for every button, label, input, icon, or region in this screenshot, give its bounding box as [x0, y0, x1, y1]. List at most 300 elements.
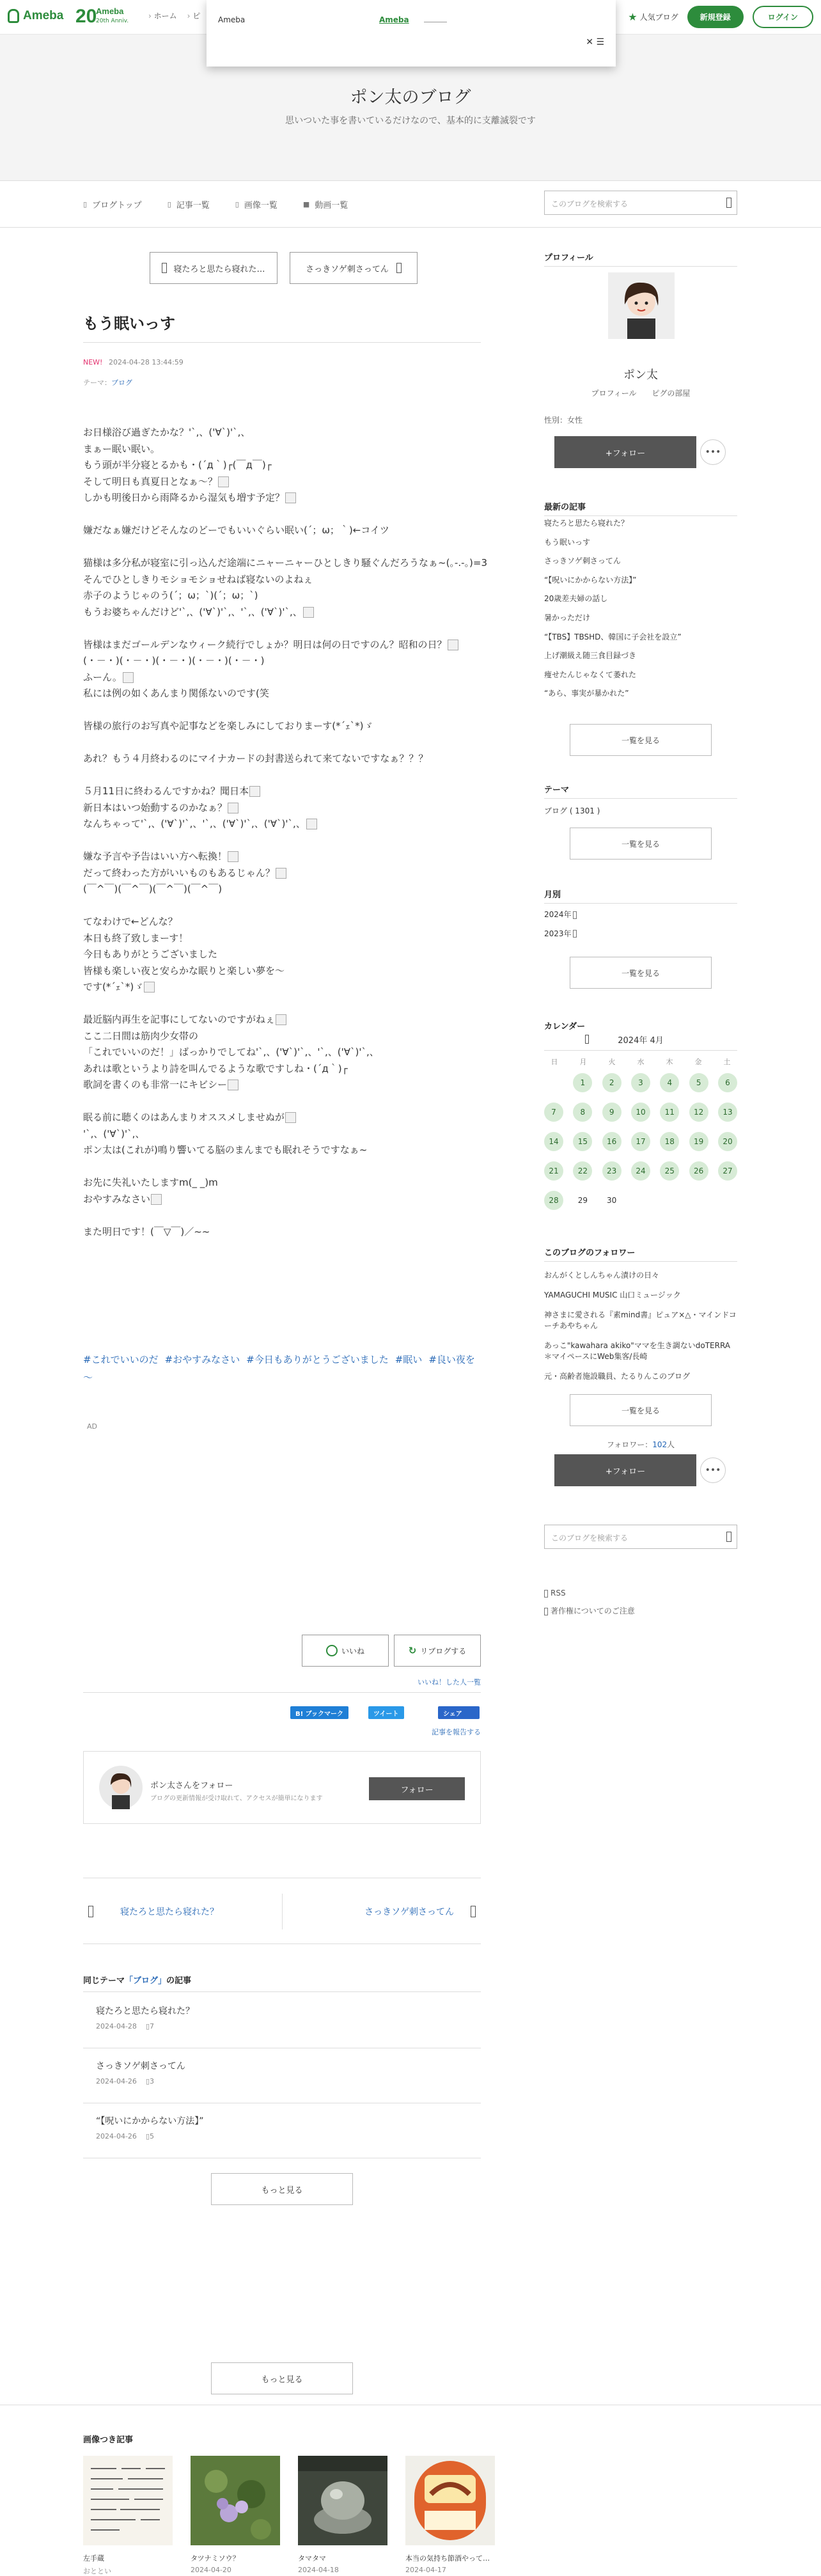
same-theme-prefix: 同じテーマ	[83, 1976, 125, 1986]
like-list-link[interactable]: いいね！した人一覧	[418, 1678, 481, 1686]
entry-line: そして明日も真夏日となぁ～？	[83, 474, 481, 491]
recent-entries	[544, 514, 737, 703]
like-button[interactable]	[302, 1635, 389, 1667]
star-icon: ★	[628, 11, 637, 23]
month-item[interactable]	[544, 906, 737, 925]
weekday-label: 金	[694, 1058, 702, 1066]
calendar-day-posted[interactable]: 24	[631, 1161, 650, 1181]
search-icon[interactable]	[726, 1532, 731, 1542]
entry-paragraph	[83, 751, 481, 767]
sidebar-search-input[interactable]	[544, 1525, 737, 1549]
related-date: 2024-04-28	[96, 2022, 137, 2030]
calendar-day-posted[interactable]: 2	[602, 1073, 622, 1092]
entry-line: ここ二日間は筋肉少女帯の	[83, 1030, 199, 1042]
follower-count-label: フォロワー：	[606, 1440, 653, 1449]
profile-link[interactable]: プロフィール	[591, 389, 637, 398]
profile-name[interactable]: ポン太	[623, 368, 658, 382]
entry-line: 皆様も楽しい夜と安らかな眠りと楽しい夢を～	[83, 964, 285, 977]
nav-blog-top[interactable]	[83, 198, 142, 210]
pager-prev[interactable]	[88, 1905, 219, 1918]
emoji-image	[285, 492, 296, 503]
avatar	[99, 1766, 143, 1809]
popular-blog-link[interactable]	[628, 11, 678, 23]
divider	[544, 798, 737, 799]
calendar-day-posted[interactable]: 1	[573, 1073, 592, 1092]
profile-heading: プロフィール	[544, 253, 593, 263]
entry-line: 歌詞を書くのも非常一にキビシー	[83, 1077, 481, 1094]
image-article-card[interactable]	[298, 2456, 387, 2576]
nav-label: 記事一覧	[176, 201, 210, 210]
entry-line: もう頭が半分寝とるかも・(´д｀)┌(￣д￣)┌	[83, 459, 272, 471]
comment-count-value: 5	[150, 2132, 154, 2140]
weekday-label: 水	[637, 1058, 645, 1066]
emoji-image	[285, 1112, 296, 1123]
comment-count: ▯3	[145, 2077, 154, 2085]
blog-description: 思いついた事を書いているだけなので、基本的に支離滅裂です	[285, 116, 536, 126]
ameba-logo[interactable]	[8, 9, 63, 23]
more-button[interactable]: もっと見る	[211, 2362, 353, 2394]
chevron-left-icon	[162, 263, 167, 273]
video-camera-icon: ■	[302, 200, 310, 208]
anniversary-title: Ameba	[96, 6, 124, 16]
month-heading: 月別	[544, 890, 561, 900]
calendar-title	[544, 1033, 737, 1046]
related-title[interactable]: 寝たろと思たら寝れた？	[96, 2006, 194, 2016]
month-list-more[interactable]: 一覧を見る	[570, 957, 712, 989]
entry-paragraph	[83, 914, 481, 996]
recent-entry-link[interactable]: さっきソゲ刺さってん	[544, 556, 621, 566]
entry-line: 猫様は多分私が寝室に引っ込んだ途端にニャーニャーひとしきり騒ぐんだろうなぁ~(｡-.-｡)=3	[83, 557, 487, 569]
article-thumbnail[interactable]	[83, 2456, 173, 2545]
list-item[interactable]	[96, 2004, 480, 2030]
calendar-day-posted[interactable]: 10	[631, 1103, 650, 1122]
entry-line: ふーん。	[83, 670, 481, 686]
entry-paragraph	[83, 555, 487, 620]
divider	[83, 1991, 481, 1992]
image-article-caption: タツナミソウ？	[191, 2554, 240, 2563]
emoji-image	[123, 672, 134, 683]
related-date: 2024-04-26	[96, 2077, 137, 2085]
entry-line: しかも明後日から雨降るから湿気も増す予定？	[83, 490, 481, 507]
ad-label: AD	[87, 1422, 97, 1431]
divider	[83, 1692, 481, 1693]
follower-link[interactable]: 元・高齢者施設職員、たるりんこのブログ	[544, 1372, 691, 1381]
image-article-card[interactable]	[83, 2456, 173, 2576]
bracket-icon: ▯	[235, 200, 239, 208]
emoji-image	[151, 1194, 162, 1205]
anniversary-logo[interactable]	[75, 5, 133, 29]
entry-paragraph	[83, 1012, 481, 1094]
image-article-caption: 本当の気持ち節酒やって…	[405, 2554, 490, 2563]
calendar-empty	[718, 1191, 737, 1210]
calendar-day-posted[interactable]: 26	[689, 1161, 708, 1181]
emoji-image	[306, 819, 317, 829]
weekday-label: 土	[723, 1058, 731, 1066]
divider	[282, 1894, 283, 1929]
calendar-week	[544, 1161, 737, 1181]
image-article-date: 2024-04-20	[191, 2566, 231, 2574]
calendar-day-posted[interactable]: 11	[660, 1103, 679, 1122]
entry-date	[83, 358, 184, 366]
pager-prev-label: 寝たろと思たら寝れた？	[120, 1907, 219, 1917]
nav-label: 動画一覧	[315, 201, 348, 210]
entry-line: 今日もありがとうございました	[83, 948, 218, 960]
hatena-bookmark-button[interactable]: B! ブックマーク	[290, 1706, 348, 1719]
calendar-day-posted[interactable]: 28	[544, 1191, 563, 1210]
divider	[544, 903, 737, 904]
list-item[interactable]	[96, 2114, 480, 2140]
entry-paragraph	[83, 1224, 481, 1241]
entry-title[interactable]: もう眠いっす	[83, 315, 175, 333]
calendar-day-posted[interactable]: 8	[573, 1103, 592, 1122]
hashtag-link[interactable]: #眠い	[395, 1354, 423, 1365]
calendar-day-posted[interactable]: 12	[689, 1103, 708, 1122]
calendar-day-posted[interactable]: 22	[573, 1161, 592, 1181]
entry-line: です(*´ｪ`*)ゞ	[83, 979, 481, 996]
calendar-grid	[544, 1073, 737, 1220]
entry-line: また明日です！(￣▽￣)／~~	[83, 1225, 210, 1237]
rss-label: RSS	[551, 1589, 566, 1598]
entry-line: だって終わった方がいいものもあるじゃん？	[83, 865, 481, 882]
calendar-heading: カレンダー	[544, 1022, 586, 1032]
reblog-label: リブログする	[420, 1646, 467, 1656]
comment-count-value: 3	[150, 2077, 154, 2085]
calendar-day-posted[interactable]: 5	[689, 1073, 708, 1092]
entry-line: お先に失礼いたしますm(_ _)m	[83, 1177, 218, 1188]
same-theme-link[interactable]: 「ブログ」	[125, 1976, 167, 1986]
prev-entry-button[interactable]	[150, 252, 278, 284]
emoji-image	[448, 640, 458, 650]
profile-sex: 性別：女性	[544, 416, 583, 425]
calendar-empty	[544, 1073, 563, 1092]
entry-paragraph	[83, 1175, 481, 1207]
recent-entry-link[interactable]: もう眠いっす	[544, 537, 591, 547]
copyright-link[interactable]	[544, 1605, 635, 1616]
rss-icon	[544, 1590, 548, 1598]
follower-link[interactable]: おんがくとしんちゃん漬けの日々	[544, 1271, 660, 1280]
calendar-weekdays	[544, 1056, 737, 1067]
hashtag-link[interactable]: #おやすみなさい	[164, 1354, 240, 1365]
month-list	[544, 906, 737, 943]
theme-list-more[interactable]: 一覧を見る	[570, 828, 712, 860]
hashtag-link[interactable]: #良い夜を～	[83, 1354, 475, 1383]
follower-link[interactable]: YAMAGUCHI MUSIC 山口ミュージック	[544, 1291, 681, 1300]
recent-entry-link[interactable]: “あら、事実が暴かれた”	[544, 689, 629, 698]
hashtag-link[interactable]: #今日もありがとうございました	[246, 1354, 389, 1365]
document-icon	[544, 1608, 548, 1615]
expand-icon	[573, 911, 577, 919]
image-article-caption: タマタマ	[298, 2554, 326, 2563]
like-label: いいね	[341, 1646, 364, 1656]
anniversary-number: 20	[75, 6, 97, 27]
more-options-icon[interactable]: •••	[700, 439, 726, 465]
entry-body	[83, 425, 487, 1257]
article-thumbnail[interactable]	[298, 2456, 387, 2545]
month-label: 2024年	[544, 910, 572, 919]
recent-entry-link[interactable]: 痩せたんじゃなくて萎れた	[544, 670, 637, 679]
calendar-empty	[660, 1191, 679, 1210]
weekday-label: 火	[608, 1058, 616, 1066]
tweet-button[interactable]: ツイート	[368, 1706, 404, 1719]
search-icon[interactable]	[726, 198, 731, 208]
calendar-day-posted[interactable]: 13	[718, 1103, 737, 1122]
month-item[interactable]	[544, 925, 737, 944]
bracket-icon: ▯	[83, 200, 88, 208]
pager-next-label: さっきソゲ刺さってん	[364, 1907, 454, 1917]
breadcrumb-home[interactable]: › ホーム	[148, 10, 177, 21]
related-date: 2024-04-26	[96, 2132, 137, 2140]
nav-label: 画像一覧	[244, 201, 278, 210]
weekday-label: 日	[551, 1058, 558, 1066]
prev-entry-label: 寝たろと思たら寝れた…	[173, 264, 265, 274]
calendar-week	[544, 1132, 737, 1151]
entry-line: てなわけで←どんな？	[83, 916, 178, 927]
emoji-image	[228, 803, 238, 813]
theme-link[interactable]: ブログ	[111, 379, 132, 387]
recent-entry-link[interactable]: 寝たろと思たら寝れた？	[544, 519, 629, 528]
recent-entry-link[interactable]: “【呪いにかからない方法】”	[544, 575, 637, 585]
related-title[interactable]: さっきソゲ刺さってん	[96, 2061, 185, 2071]
chevron-right-icon	[471, 1906, 476, 1917]
follower-list	[544, 1261, 737, 1382]
signup-button[interactable]: 新規登録	[687, 6, 744, 28]
emoji-image	[228, 851, 238, 862]
sidebar-follow-button[interactable]: +フォロー	[554, 436, 696, 468]
recent-entry-link[interactable]: 20歳差夫婦の話し	[544, 594, 608, 604]
calendar-day-posted[interactable]: 15	[573, 1132, 592, 1151]
image-articles-heading: 画像つき記事	[83, 2435, 134, 2445]
entry-theme	[83, 377, 132, 388]
calendar-day-posted[interactable]: 20	[718, 1132, 737, 1151]
pigg-room-link[interactable]: ピグの部屋	[652, 389, 691, 398]
chevron-left-icon	[88, 1906, 93, 1917]
calendar-week	[544, 1073, 737, 1092]
popup-link[interactable]: Ameba	[379, 15, 409, 24]
entry-line: まぁー眠い眠い。	[83, 443, 160, 455]
facebook-share-button[interactable]: シェア	[438, 1706, 480, 1719]
emoji-image	[276, 868, 286, 879]
calendar-empty	[689, 1191, 708, 1210]
popup-close-button[interactable]: ✕ ☰	[586, 37, 604, 47]
entry-paragraph	[83, 425, 481, 507]
breadcrumb	[148, 10, 200, 21]
follower-count-value[interactable]: 102	[652, 1440, 668, 1449]
search-placeholder: このブログを検索する	[551, 1534, 629, 1543]
calendar-day-posted[interactable]: 17	[631, 1132, 650, 1151]
login-button[interactable]: ログイン	[753, 6, 813, 28]
entry-line: あれは歌というより詩を叫んでるような歌ですしね・(´д｀)┌	[83, 1062, 348, 1074]
calendar-day-posted[interactable]: 21	[544, 1161, 563, 1181]
entry-pager	[83, 1878, 481, 1944]
theme-heading: テーマ	[544, 785, 570, 795]
follow-button[interactable]: フォロー	[369, 1777, 465, 1800]
entry-line: ５月11日に終わるんですかね？聞日本	[83, 783, 481, 800]
entry-line: 嫌だなぁ嫌だけどそんなのどーでもいいぐらい眠い(´；ω；｀)←コイツ	[83, 524, 389, 536]
entry-line: なんちゃって'`,、('∀`)'`,、'`,、('∀`)'`,、('∀`)'`,、	[83, 816, 481, 833]
entry-line: 皆様の旅行のお写真や記事などを楽しみにしておりまーす(*´ｪ`*)ゞ	[83, 720, 373, 732]
calendar-day-posted[interactable]: 23	[602, 1161, 622, 1181]
nav-image-list[interactable]	[235, 198, 278, 210]
recent-heading: 最新の記事	[544, 503, 586, 512]
copyright-label: 著作権についてのご注意	[551, 1606, 635, 1615]
entry-line: 「これでいいのだ！」ばっかりでしてね'`,、('∀`)'`,、'`,、('∀`)'`,、	[83, 1046, 379, 1058]
article-thumbnail[interactable]	[405, 2456, 495, 2545]
ameba-logo-text: Ameba	[23, 9, 64, 22]
follower-link[interactable]: 神さまに愛される『素mind書』ピュア×△・マインドコーチあやちゃん	[544, 1310, 737, 1330]
image-article-date: 2024-04-18	[298, 2566, 339, 2574]
reblog-button[interactable]	[394, 1635, 481, 1667]
emoji-image	[249, 786, 260, 797]
comment-count: ▯5	[145, 2132, 154, 2140]
recent-entry-link[interactable]: 暑かっただけ	[544, 613, 591, 622]
related-title[interactable]: “【呪いにかからない方法】”	[96, 2116, 204, 2126]
entry-datetime: 2024-04-28 13:44:59	[108, 358, 184, 366]
followers-heading: このブログのフォロワー	[544, 1248, 636, 1258]
follow-box-title: ポン太さんをフォロー	[150, 1781, 233, 1791]
search-placeholder: このブログを検索する	[551, 200, 629, 208]
chevron-right-icon	[396, 263, 402, 273]
entry-line: 眠る前に聴くのはあんまりオススメしませぬが	[83, 1110, 481, 1126]
entry-paragraph	[83, 637, 481, 702]
rss-link[interactable]	[544, 1589, 566, 1598]
month-label: 2023年	[544, 929, 572, 938]
popup-label: Ameba	[218, 15, 246, 24]
image-article-card[interactable]	[191, 2456, 280, 2576]
sidebar-follow-button-2[interactable]: +フォロー	[554, 1454, 696, 1486]
calendar-week	[544, 1191, 737, 1210]
article-thumbnail[interactable]	[191, 2456, 280, 2545]
hashtag-list	[83, 1351, 481, 1386]
entry-line: お日様浴び過ぎたかな？'`,、('∀`)'`,、	[83, 427, 251, 438]
next-entry-button[interactable]	[290, 252, 418, 284]
follow-box-subtitle: ブログの更新情報が受け取れて、アクセスが簡単になります	[150, 1795, 323, 1802]
entry-line: (・－・)(・－・)(・－・)(・－・)(・－・)	[83, 655, 265, 666]
follower-count-unit: 人	[667, 1440, 675, 1449]
entry-line: 最近脳内再生を記事にしてないのですがねぇ	[83, 1012, 481, 1028]
profile-links	[544, 388, 737, 398]
popup-banner	[207, 0, 616, 67]
entry-line: (￣^￣)(￣^￣)(￣^￣)(￣^￣)	[83, 883, 223, 895]
entry-line: おやすみなさい	[83, 1191, 481, 1208]
nav-video-list[interactable]	[303, 198, 348, 210]
expand-icon	[573, 930, 577, 938]
bracket-icon: ▯	[167, 200, 171, 208]
emoji-image	[144, 982, 155, 993]
entry-line: 新日本はいつ始動するのかなぁ？	[83, 800, 481, 817]
calendar-day: 30	[607, 1196, 617, 1205]
blog-title[interactable]: ポン太のブログ	[350, 88, 471, 107]
smile-icon	[326, 1645, 338, 1656]
calendar-day-posted[interactable]: 16	[602, 1132, 622, 1151]
ameba-logo-icon	[8, 9, 19, 23]
calendar-day-posted[interactable]: 18	[660, 1132, 679, 1151]
theme-item[interactable]: ブログ ( 1301 )	[544, 806, 600, 815]
divider	[83, 342, 481, 343]
entry-line: 皆様はまだゴールデンなウィーク続行でしょか？明日は何の日ですのん？昭和の日？	[83, 637, 481, 654]
follower-link[interactable]: あっこ"kawahara akiko"ママを生き調ないdoTERRA＊マイペースにWeb集客/長崎	[544, 1341, 731, 1361]
popular-blog-label: 人気ブログ	[639, 13, 678, 22]
theme-label: テーマ：	[83, 379, 111, 387]
calendar-day-posted[interactable]: 9	[602, 1103, 622, 1122]
emoji-image	[303, 607, 314, 618]
entry-line: 私には例の如くあんまり関係ないのです(笑	[83, 687, 269, 699]
more-button[interactable]: もっと見る	[211, 2173, 353, 2205]
entry-paragraph	[83, 718, 481, 735]
image-articles-grid	[83, 2456, 495, 2576]
calendar-day-posted[interactable]: 7	[544, 1103, 563, 1122]
more-options-icon[interactable]: •••	[700, 1457, 726, 1483]
weekday-label: 木	[666, 1058, 673, 1066]
next-entry-label: さっきソゲ刺さってん	[306, 264, 389, 274]
entry-paragraph	[83, 522, 481, 539]
entry-line: ポン太は(これが)鳴り響いてる脳のまんまでも眠れそうですなぁ~	[83, 1144, 368, 1156]
image-article-date: おととい	[83, 2567, 111, 2575]
divider	[544, 266, 737, 267]
divider	[544, 1050, 737, 1051]
weekday-label: 月	[579, 1058, 587, 1066]
calendar-day-posted[interactable]: 3	[631, 1073, 650, 1092]
calendar-day-posted[interactable]: 25	[660, 1161, 679, 1181]
same-theme-heading	[83, 1974, 191, 1986]
follower-count	[544, 1439, 737, 1450]
nav-label: ブログトップ	[92, 201, 142, 210]
calendar-day-posted[interactable]: 14	[544, 1132, 563, 1151]
image-article-card[interactable]	[405, 2456, 495, 2576]
entry-line: あれ？もう４月終わるのにマイナカードの封書送られて来てないですなぁ？？？	[83, 753, 428, 764]
comment-count: ▯7	[145, 2022, 154, 2030]
breadcrumb-item[interactable]: › ピ	[187, 10, 201, 21]
emoji-image	[228, 1080, 238, 1090]
recent-list-more[interactable]: 一覧を見る	[570, 724, 712, 756]
emoji-image	[276, 1014, 286, 1025]
hashtag-link[interactable]: #これでいいのだ	[83, 1354, 159, 1365]
image-article-caption: 左手蔵	[83, 2554, 104, 2563]
anniversary-subtitle: 20th Anniv.	[96, 18, 129, 24]
recent-entry-link[interactable]: 上げ潮級え随三食目録づき	[544, 651, 637, 661]
list-item[interactable]	[96, 2059, 480, 2085]
image-article-date: 2024-04-17	[405, 2566, 446, 2574]
pager-next[interactable]	[364, 1905, 476, 1918]
reblog-icon: ↻	[408, 1645, 417, 1656]
blog-search-input[interactable]	[544, 191, 737, 215]
entry-line: 嫌な予言や予告はいい方へ転換！	[83, 849, 481, 865]
calendar-day-posted[interactable]: 6	[718, 1073, 737, 1092]
nav-entry-list[interactable]	[168, 198, 210, 210]
recent-entry-link[interactable]: “【TBS】TBSHD、韓国に子会社を設立”	[544, 632, 682, 641]
emoji-image	[218, 476, 229, 487]
calendar-empty	[631, 1191, 650, 1210]
follow-box	[83, 1751, 481, 1824]
entry-line: '`,、('∀`)'`,、	[83, 1127, 145, 1140]
entry-line: もうお婆ちゃんだけど'`,、('∀`)'`,、'`,、('∀`)'`,、	[83, 604, 481, 621]
report-link[interactable]: 記事を報告する	[432, 1728, 481, 1736]
theme-list	[544, 802, 737, 821]
profile-avatar[interactable]	[608, 272, 675, 339]
new-badge: NEW!	[83, 358, 103, 366]
same-theme-suffix: の記事	[166, 1976, 192, 1986]
entry-line: 本日も終了致しまーす！	[83, 932, 189, 944]
calendar-day-posted[interactable]: 27	[718, 1161, 737, 1181]
calendar-month: 2024年 4月	[618, 1036, 664, 1046]
comment-count-value: 7	[150, 2022, 154, 2030]
calendar-week	[544, 1103, 737, 1122]
calendar-day-posted[interactable]: 19	[689, 1132, 708, 1151]
followers-list-more[interactable]: 一覧を見る	[570, 1394, 712, 1426]
entry-paragraph	[83, 783, 481, 833]
entry-paragraph	[83, 849, 481, 898]
calendar-day-posted[interactable]: 4	[660, 1073, 679, 1092]
calendar-prev-icon[interactable]	[585, 1035, 589, 1044]
